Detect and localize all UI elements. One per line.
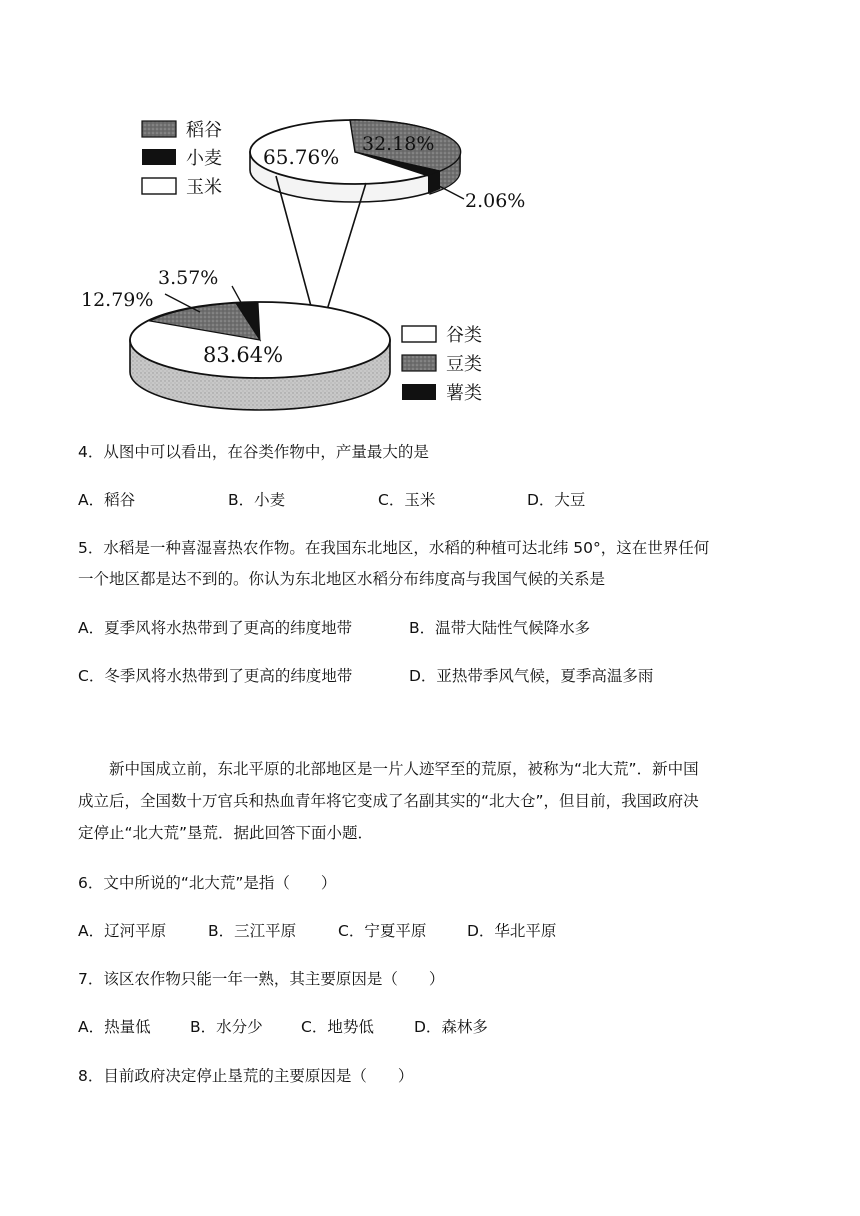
label-wheat-pct: 2.06%: [465, 190, 526, 212]
label-tubers-pct: 3.57%: [158, 267, 219, 289]
passage-line-2: 成立后，全国数十万官兵和热血青年将它变成了名副其实的“北大仓”，但目前，我国政府决: [78, 792, 699, 810]
passage: [78, 753, 784, 849]
q4-option-d[interactable]: D．大豆: [527, 491, 586, 509]
q6-option-a[interactable]: A．辽河平原: [78, 922, 167, 940]
legend-label-wheat: 小麦: [186, 148, 222, 169]
legend-label-grains: 谷类: [446, 325, 482, 346]
question-8: 8．目前政府决定停止垦荒的主要原因是（ ）: [78, 1067, 414, 1085]
q5-option-d[interactable]: D．亚热带季风气候，夏季高温多雨: [409, 667, 654, 685]
question-4: 4．从图中可以看出，在谷类作物中，产量最大的是: [78, 443, 429, 461]
legend-swatch-grains: [402, 326, 436, 342]
question-5-line-2: 一个地区都是达不到的。你认为东北地区水稻分布纬度高与我国气候的关系是: [78, 570, 606, 588]
q6-option-c[interactable]: C．宁夏平原: [338, 922, 427, 940]
label-rice-pct: 32.18%: [362, 133, 435, 155]
q7-option-c[interactable]: C．地势低: [301, 1018, 374, 1036]
label-beans-pct: 12.79%: [81, 289, 154, 311]
legend-swatch-tubers: [402, 384, 436, 400]
legend-label-tubers: 薯类: [446, 383, 482, 404]
legend-bottom: [402, 325, 482, 404]
q5-option-b[interactable]: B．温带大陆性气候降水多: [409, 619, 591, 637]
legend-swatch-wheat: [142, 149, 176, 165]
q6-option-d[interactable]: D．华北平原: [467, 922, 557, 940]
q5-option-c[interactable]: C．冬季风将水热带到了更高的纬度地带: [78, 667, 353, 685]
q4-option-a[interactable]: A．稻谷: [78, 491, 136, 509]
q7-option-a[interactable]: A．热量低: [78, 1018, 151, 1036]
legend-swatch-corn: [142, 178, 176, 194]
question-7: 7．该区农作物只能一年一熟，其主要原因是（ ）: [78, 970, 445, 988]
q7-option-d[interactable]: D．森林多: [414, 1018, 488, 1036]
legend-swatch-rice: [142, 121, 176, 137]
legend-label-corn: 玉米: [186, 177, 222, 198]
legend-swatch-beans: [402, 355, 436, 371]
legend-label-rice: 稻谷: [186, 120, 222, 141]
legend-label-beans: 豆类: [446, 354, 482, 375]
label-grains-pct: 83.64%: [203, 343, 284, 367]
crop-pie-figure: [0, 0, 860, 430]
q4-option-c[interactable]: C．玉米: [378, 491, 436, 509]
question-6: 6．文中所说的“北大荒”是指（ ）: [78, 874, 337, 892]
legend-top: [142, 120, 222, 198]
q5-option-a[interactable]: A．夏季风将水热带到了更高的纬度地带: [78, 619, 353, 637]
passage-line-3: 定停止“北大荒”垦荒．据此回答下面小题．: [78, 824, 374, 842]
q6-option-b[interactable]: B．三江平原: [208, 922, 297, 940]
label-corn-pct: 65.76%: [263, 145, 340, 169]
question-5-line-1: 5．水稻是一种喜湿喜热农作物。在我国东北地区，水稻的种植可达北纬 50°，这在世界任何: [78, 539, 710, 557]
passage-line-1: 新中国成立前，东北平原的北部地区是一片人迹罕至的荒原，被称为“北大荒”．新中国: [109, 760, 699, 778]
q7-option-b[interactable]: B．水分少: [190, 1018, 263, 1036]
q4-option-b[interactable]: B．小麦: [228, 491, 286, 509]
